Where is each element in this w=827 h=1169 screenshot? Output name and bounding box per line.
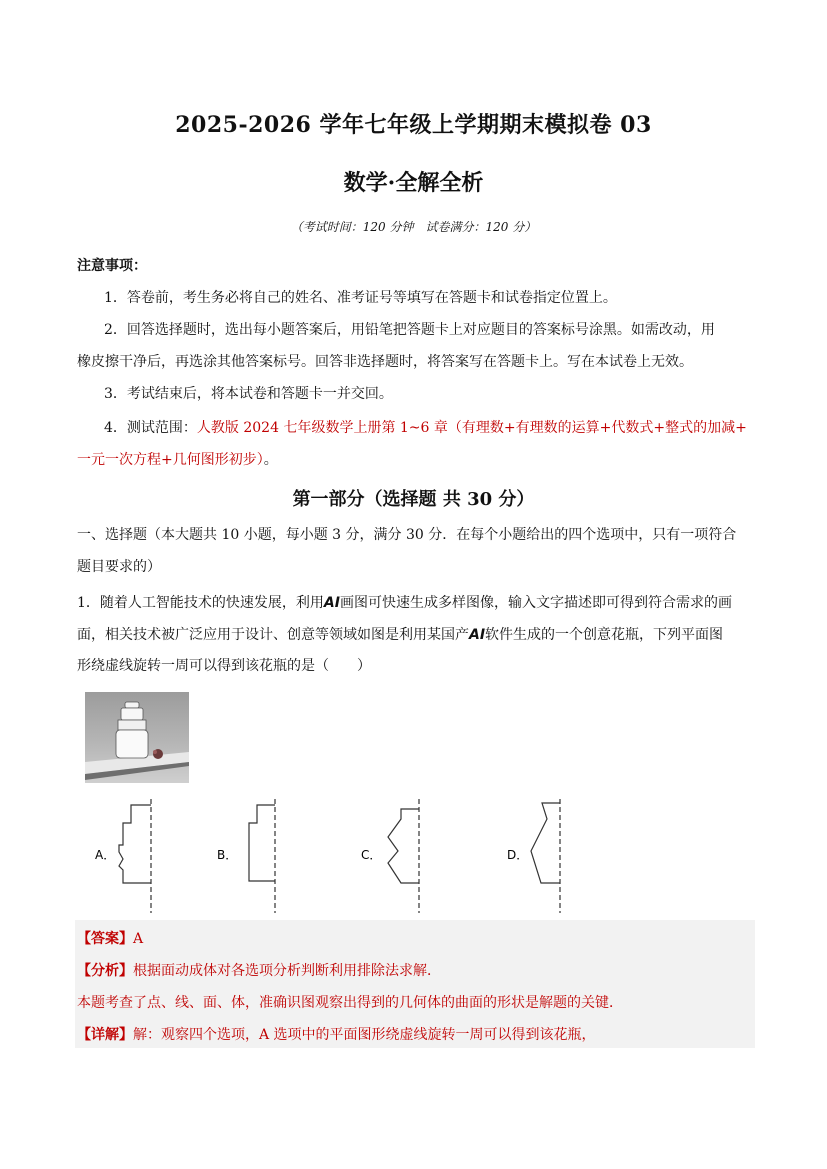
option-c-shape	[388, 809, 419, 883]
vase-illustration	[85, 692, 189, 783]
q1-text-c: 面，相关技术被广泛应用于设计、创意等领域如图是利用某国产	[77, 627, 469, 643]
explain-line: 本题考查了点、线、面、体，准确识图观察出得到的几何体的曲面的形状是解题的关键．	[77, 995, 623, 1011]
notice-item-2-cont: 橡皮擦干净后，再选涂其他答案标号。回答非选择题时，将答案写在答题卡上。写在本试卷上无效。	[77, 354, 693, 370]
answer-value: A	[133, 931, 144, 947]
page-subtitle: 数学·全解全析	[343, 170, 484, 196]
detail-tag: 【详解】	[77, 1027, 133, 1043]
vase-photo	[85, 692, 189, 783]
notice-item-3: 3．考试结束后，将本试卷和答题卡一并交回。	[104, 386, 393, 402]
option-d-shape	[531, 803, 560, 883]
answer-tag: 【答案】	[77, 931, 133, 947]
option-b-shape	[249, 805, 275, 881]
q1-text-a: 1．随着人工智能技术的快速发展，利用	[77, 595, 324, 611]
notice-item-4-suffix: 。	[263, 452, 278, 468]
notice-heading: 注意事项：	[77, 258, 147, 274]
option-a-shape	[119, 805, 151, 883]
q1-text-b: 画图可快速生成多样图像，输入文字描述即可得到符合需求的画	[339, 595, 732, 611]
analysis-line	[77, 960, 441, 980]
detail-text: 解：观察四个选项，A 选项中的平面图形绕虚线旋转一周可以得到该花瓶，	[133, 1027, 596, 1043]
option-a-label[interactable]: A．	[95, 848, 116, 862]
test-scope-cont: 一元一次方程+几何图形初步）	[77, 452, 264, 468]
option-b-label[interactable]: B．	[217, 848, 238, 862]
option-c-label[interactable]: C．	[361, 848, 382, 862]
q1-text-d: 软件生成的一个创意花瓶，下列平面图	[485, 627, 724, 643]
options-svg	[85, 795, 585, 915]
question-1-line-1	[77, 592, 732, 612]
analysis-tag: 【分析】	[77, 963, 133, 979]
notice-item-4	[104, 417, 747, 437]
notice-item-1: 1．答卷前，考生务必将自己的姓名、准考证号等填写在答题卡和试卷指定位置上。	[104, 290, 617, 306]
section-instruction: 一、选择题（本大题共 10 小题，每小题 3 分，满分 30 分．在每个小题给出的四个选项中，只有一项符合	[77, 527, 737, 543]
notice-item-4-cont	[77, 449, 278, 469]
ai-mark-2: AI	[469, 627, 486, 643]
test-scope: 人教版 2024 七年级数学上册第 1~6 章（有理数+有理数的运算+代数式+整式的加减+	[196, 420, 747, 436]
question-1-line-2	[77, 624, 723, 644]
part-title: 第一部分（选择题 共 30 分）	[292, 489, 535, 510]
page-title: 2025-2026 学年七年级上学期期末模拟卷 03	[175, 112, 652, 138]
notice-item-4-prefix: 4．测试范围：	[104, 420, 197, 436]
ai-mark: AI	[323, 595, 340, 611]
detail-line	[77, 1024, 596, 1044]
analysis-text: 根据面动成体对各选项分析判断利用排除法求解．	[133, 963, 441, 979]
options-figure	[85, 795, 585, 919]
answer-line	[77, 928, 143, 948]
notice-item-2: 2．回答选择题时，选出每小题答案后，用铅笔把答题卡上对应题目的答案标号涂黑。如需改动，用	[104, 322, 715, 338]
exam-info: （考试时间：120 分钟 试卷满分：120 分）	[290, 220, 537, 234]
section-instruction-cont: 题目要求的）	[77, 559, 161, 575]
question-1-line-3: 形绕虚线旋转一周可以得到该花瓶的是（ ）	[77, 658, 371, 674]
option-d-label[interactable]: D．	[507, 848, 529, 862]
